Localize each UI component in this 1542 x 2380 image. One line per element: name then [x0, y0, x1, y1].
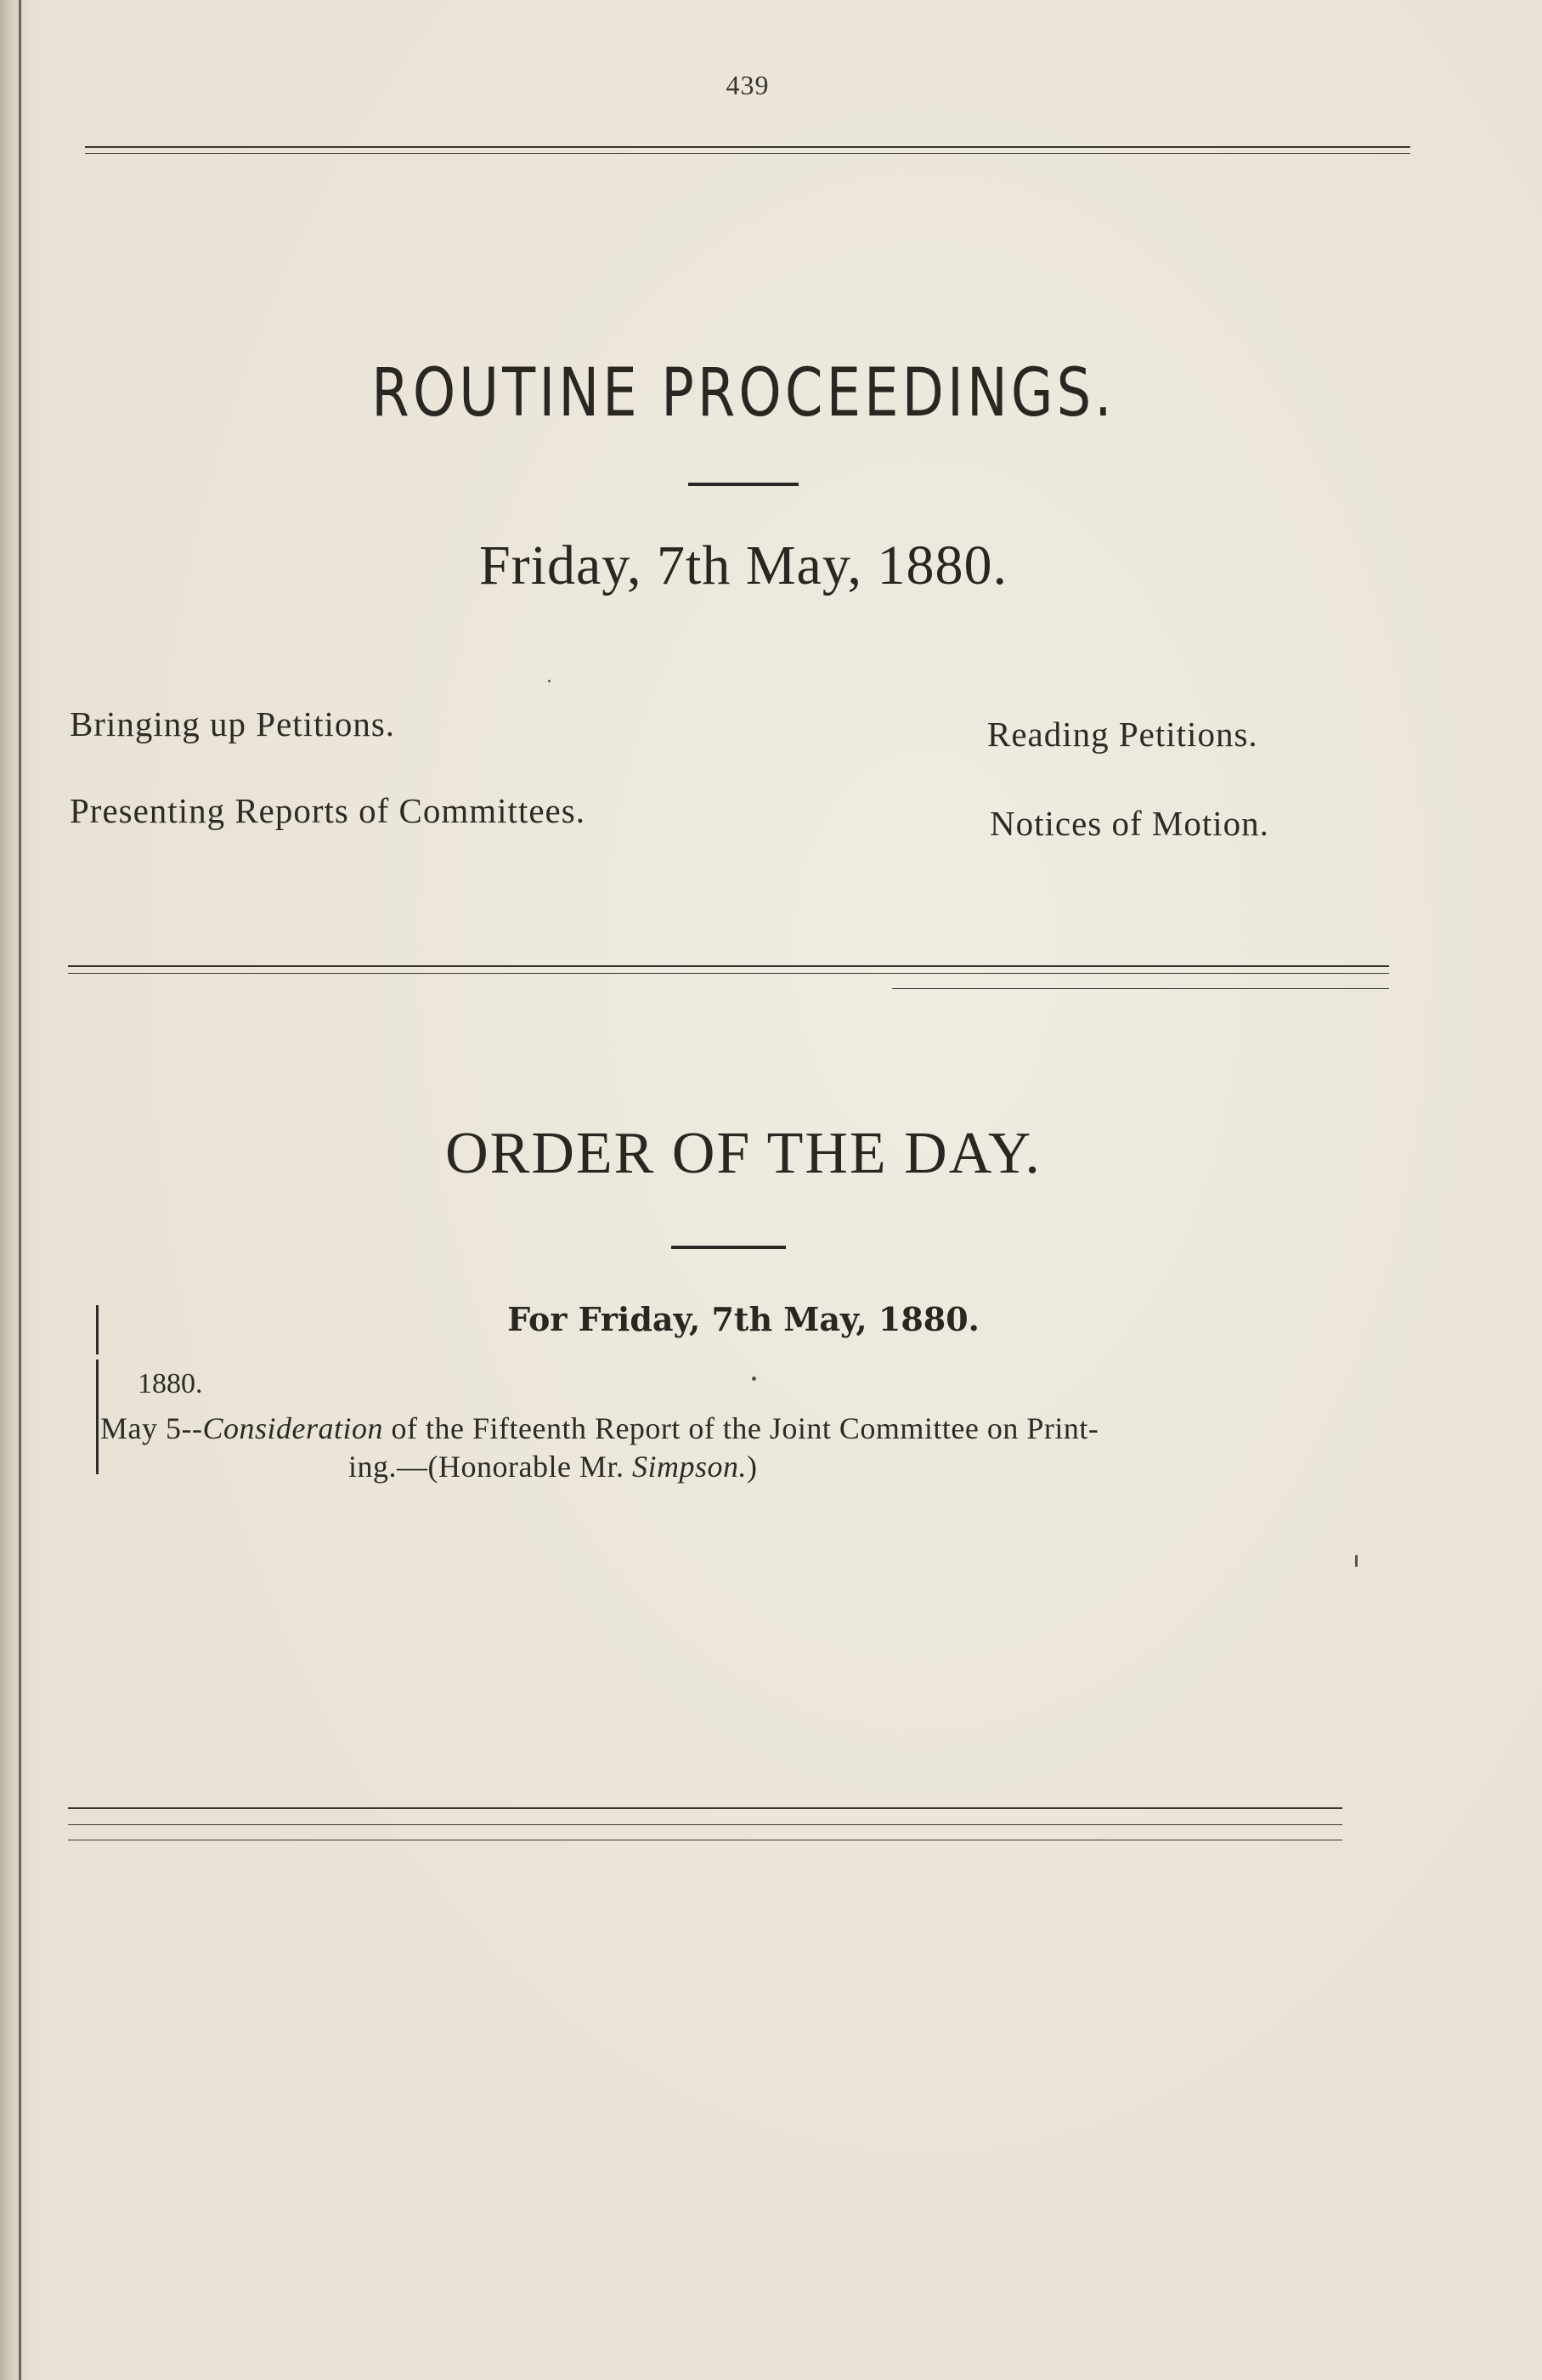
paper-speck	[1355, 1555, 1358, 1567]
bottom-rule-upper	[68, 1807, 1342, 1809]
middle-rule-third	[892, 988, 1389, 989]
page-number: 439	[726, 70, 770, 100]
entry-dash: --	[181, 1411, 203, 1445]
routine-item-reading-petitions: Reading Petitions.	[987, 715, 1258, 754]
order-margin-bar-upper	[96, 1305, 99, 1354]
routine-heading-rule	[688, 483, 799, 486]
paper-speck	[548, 680, 551, 682]
middle-rule-upper	[68, 965, 1389, 967]
binding-line	[19, 0, 21, 2380]
entry-text-line-2-prefix: ing.—(Honorable Mr.	[348, 1450, 632, 1484]
top-rule-upper	[85, 146, 1410, 148]
entry-date: May 5	[100, 1411, 182, 1445]
routine-item-notices-of-motion: Notices of Motion.	[990, 804, 1269, 843]
binding-edge	[0, 0, 36, 2380]
order-heading-rule	[671, 1246, 786, 1249]
order-heading: ORDER OF THE DAY.	[445, 1121, 1042, 1186]
routine-heading: ROUTINE PROCEEDINGS.	[371, 355, 1116, 432]
routine-date: Friday, 7th May, 1880.	[478, 534, 1008, 596]
order-for-date: For Friday, 7th May, 1880.	[507, 1300, 980, 1338]
entry-subject: Consideration	[202, 1411, 383, 1445]
routine-item-presenting-reports: Presenting Reports of Committees.	[70, 791, 585, 830]
entry-mover: Simpson.	[631, 1450, 747, 1484]
routine-item-bringing-up-petitions: Bringing up Petitions.	[70, 704, 396, 743]
entry-text-line-2-suffix: )	[746, 1450, 758, 1484]
entry-text-line-1: of the Fifteenth Report of the Joint Committee on Print-	[383, 1411, 1099, 1445]
paper-speck	[752, 1377, 756, 1381]
order-margin-bar-lower	[96, 1360, 99, 1474]
bottom-rule-lower	[68, 1824, 1342, 1825]
entry-line-2	[348, 1449, 757, 1484]
entry-line-1	[100, 1410, 1099, 1446]
middle-rule-lower	[68, 973, 1389, 974]
top-rule-lower	[85, 153, 1410, 154]
entry-year: 1880.	[138, 1368, 203, 1399]
